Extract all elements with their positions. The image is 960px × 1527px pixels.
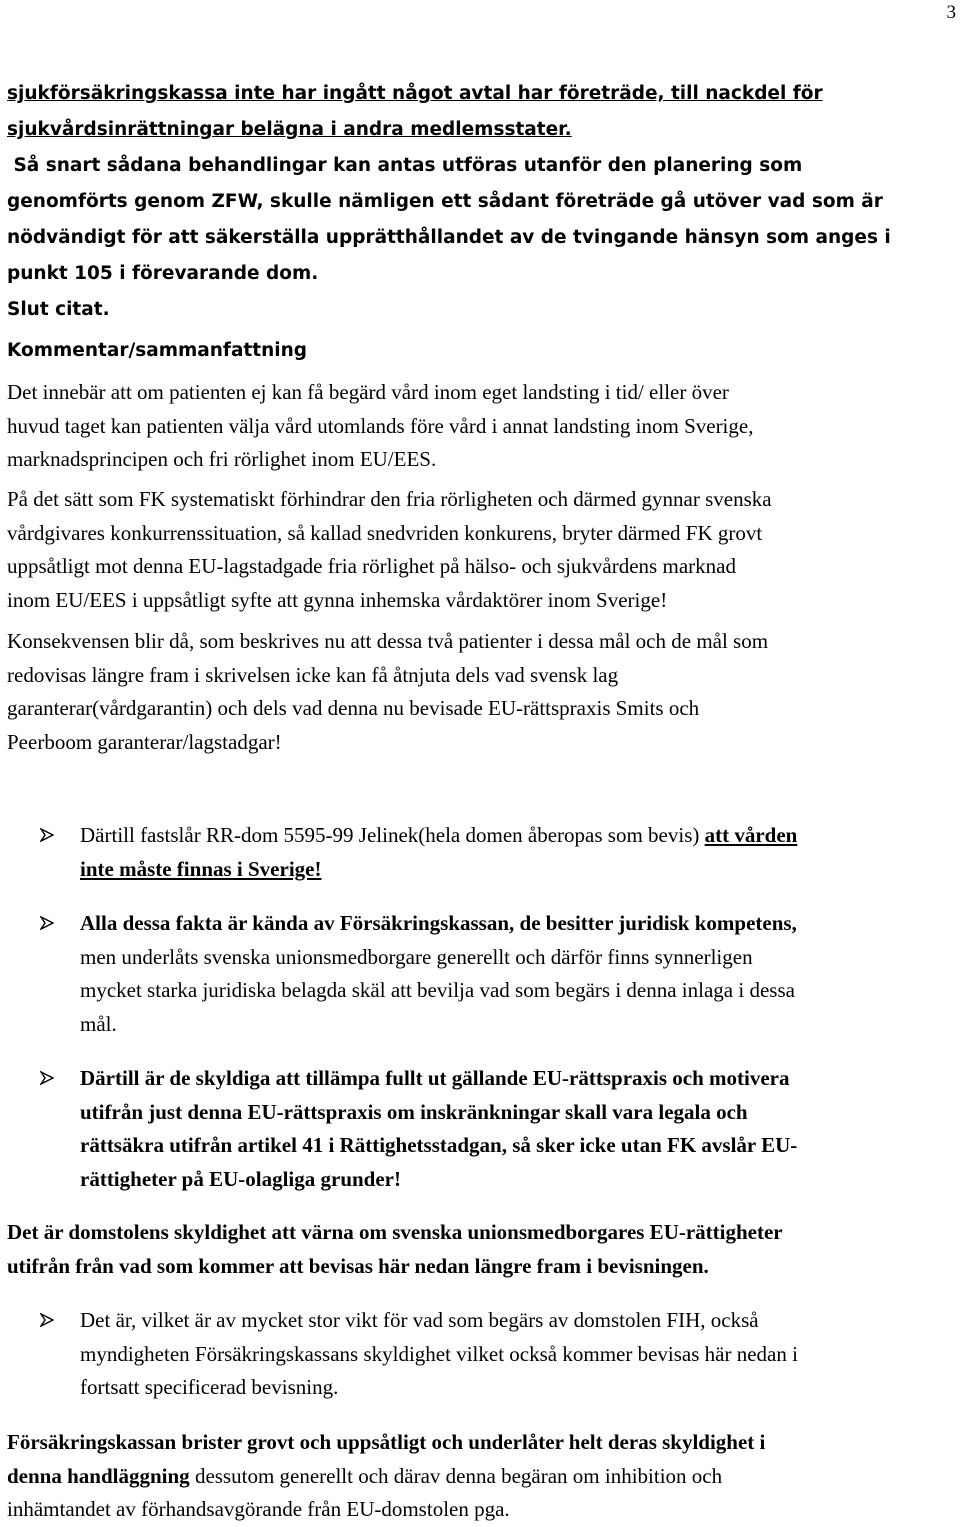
quote-line: sjukförsäkringskassa inte har ingått något avtal har företräde, till nackdel för xyxy=(7,83,823,104)
bold-line: Försäkringskassan brister grovt och uppsåtligt och underlåter helt deras skyldighet i xyxy=(7,1430,766,1454)
text-line: mål. xyxy=(80,1011,117,1036)
quote-line: nödvändigt för att säkerställa upprätthållandet av de tvingande hänsyn som anges i xyxy=(7,227,891,248)
text-line: mycket starka juridiska belagda skäl att bevilja vad som begärs i denna inlaga i dessa xyxy=(80,978,795,1002)
bold-line: Det är domstolens skyldighet att värna om svenska unionsmedborgares EU-rättigheter xyxy=(7,1220,783,1244)
bold-line: rättigheter på EU-olagliga grunder! xyxy=(80,1166,401,1191)
text-line: garanterar(vårdgarantin) och dels vad denna nu bevisade EU-rättspraxis Smits och xyxy=(7,696,700,720)
bold-line: utifrån från vad som kommer att bevisas här nedan längre fram i bevisningen. xyxy=(7,1253,709,1278)
text-line: På det sätt som FK systematiskt förhindrar den fria rörligheten och därmed gynnar svenska xyxy=(7,487,772,511)
quote-line: sjukvårdsinrättningar belägna i andra medlemsstater. xyxy=(7,119,572,140)
paragraph-1 xyxy=(7,376,952,477)
emphasis-line: inte måste finnas i Sverige! xyxy=(80,856,322,881)
quote-line: punkt 105 i förevarande dom. xyxy=(7,263,319,284)
paragraph-3 xyxy=(7,625,952,759)
arrowhead-bullet-icon xyxy=(40,1313,54,1327)
text-span: dessutom generellt och därav denna begäran om inhibition och xyxy=(189,1463,723,1488)
arrowhead-bullet-icon xyxy=(40,916,54,930)
text-line: inom EU/EES i uppsåtligt syfte att gynna inhemska vårdaktörer inom Sverige! xyxy=(7,587,668,612)
arrowhead-bullet-icon xyxy=(40,1071,54,1085)
text-line: inhämtandet av förhandsavgörande från EU-domstolen pga. xyxy=(7,1497,510,1521)
text-line: Peerboom garanterar/lagstadgar! xyxy=(7,729,282,754)
text-line: uppsåtligt mot denna EU-lagstadgade fria rörlighet på hälso- och sjukvårdens marknad xyxy=(7,554,736,578)
bullet-item-1 xyxy=(80,819,955,886)
bullet-item-4 xyxy=(80,1304,955,1405)
emphasis-span: att vården xyxy=(704,823,798,847)
text-line: Konsekvensen blir då, som beskrives nu att dessa två patienter i dessa mål och de mål som xyxy=(7,629,769,653)
bold-line: Därtill är de skyldiga att tillämpa fullt ut gällande EU-rättspraxis och motivera xyxy=(80,1066,790,1090)
text-line: Det innebär att om patienten ej kan få begärd vård inom eget landsting i tid/ eller över xyxy=(7,380,729,404)
section-heading: Kommentar/sammanfattning xyxy=(7,340,308,361)
bold-line: rättsäkra utifrån artikel 41 i Rättighetsstadgan, så sker icke utan FK avslår EU- xyxy=(80,1133,798,1157)
paragraph-2 xyxy=(7,483,952,617)
text-line: Det är, vilket är av mycket stor vikt för vad som begärs av domstolen FIH, också xyxy=(80,1308,759,1332)
court-duty-paragraph xyxy=(7,1216,952,1283)
text-line: fortsatt specificerad bevisning. xyxy=(80,1375,339,1399)
quote-line: genomförts genom ZFW, skulle nämligen ett sådant företräde gå utöver vad som är xyxy=(7,191,883,212)
text-line: men underlåts svenska unionsmedborgare generellt och därför finns synnerligen xyxy=(80,944,753,969)
text-line: marknadsprincipen och fri rörlighet inom EU/EES. xyxy=(7,447,437,471)
text-line: huvud taget kan patienten välja vård utomlands före vård i annat landsting inom Sverige, xyxy=(7,413,754,438)
text-line: myndigheten Försäkringskassans skyldighet vilket också kommer bevisas här nedan i xyxy=(80,1341,798,1366)
bold-line: utifrån just denna EU-rättspraxis om inskränkningar skall vara legala och xyxy=(80,1099,748,1124)
quote-line: Så snart sådana behandlingar kan antas utföras utanför den planering som xyxy=(7,155,803,176)
text-line: vårdgivares konkurrenssituation, så kallad snedvriden konkurens, bryter därmed FK grovt xyxy=(7,520,763,545)
bold-span: denna handläggning xyxy=(7,1463,190,1488)
text-line: redovisas längre fram i skrivelsen icke kan få åtnjuta dels vad svensk lag xyxy=(7,662,619,687)
page-number: 3 xyxy=(946,2,956,23)
quote-block xyxy=(7,76,952,292)
arrowhead-bullet-icon xyxy=(40,828,54,842)
quote-end: Slut citat. xyxy=(7,299,110,320)
bullet-item-2 xyxy=(80,907,955,1041)
text-span: Därtill fastslår RR-dom 5595-99 Jelinek(hela domen åberopas som bevis) xyxy=(80,823,705,847)
bold-line: Alla dessa fakta är kända av Försäkringskassan, de besitter juridisk kompetens, xyxy=(80,911,797,935)
final-paragraph xyxy=(7,1426,952,1527)
bullet-item-3 xyxy=(80,1062,955,1196)
